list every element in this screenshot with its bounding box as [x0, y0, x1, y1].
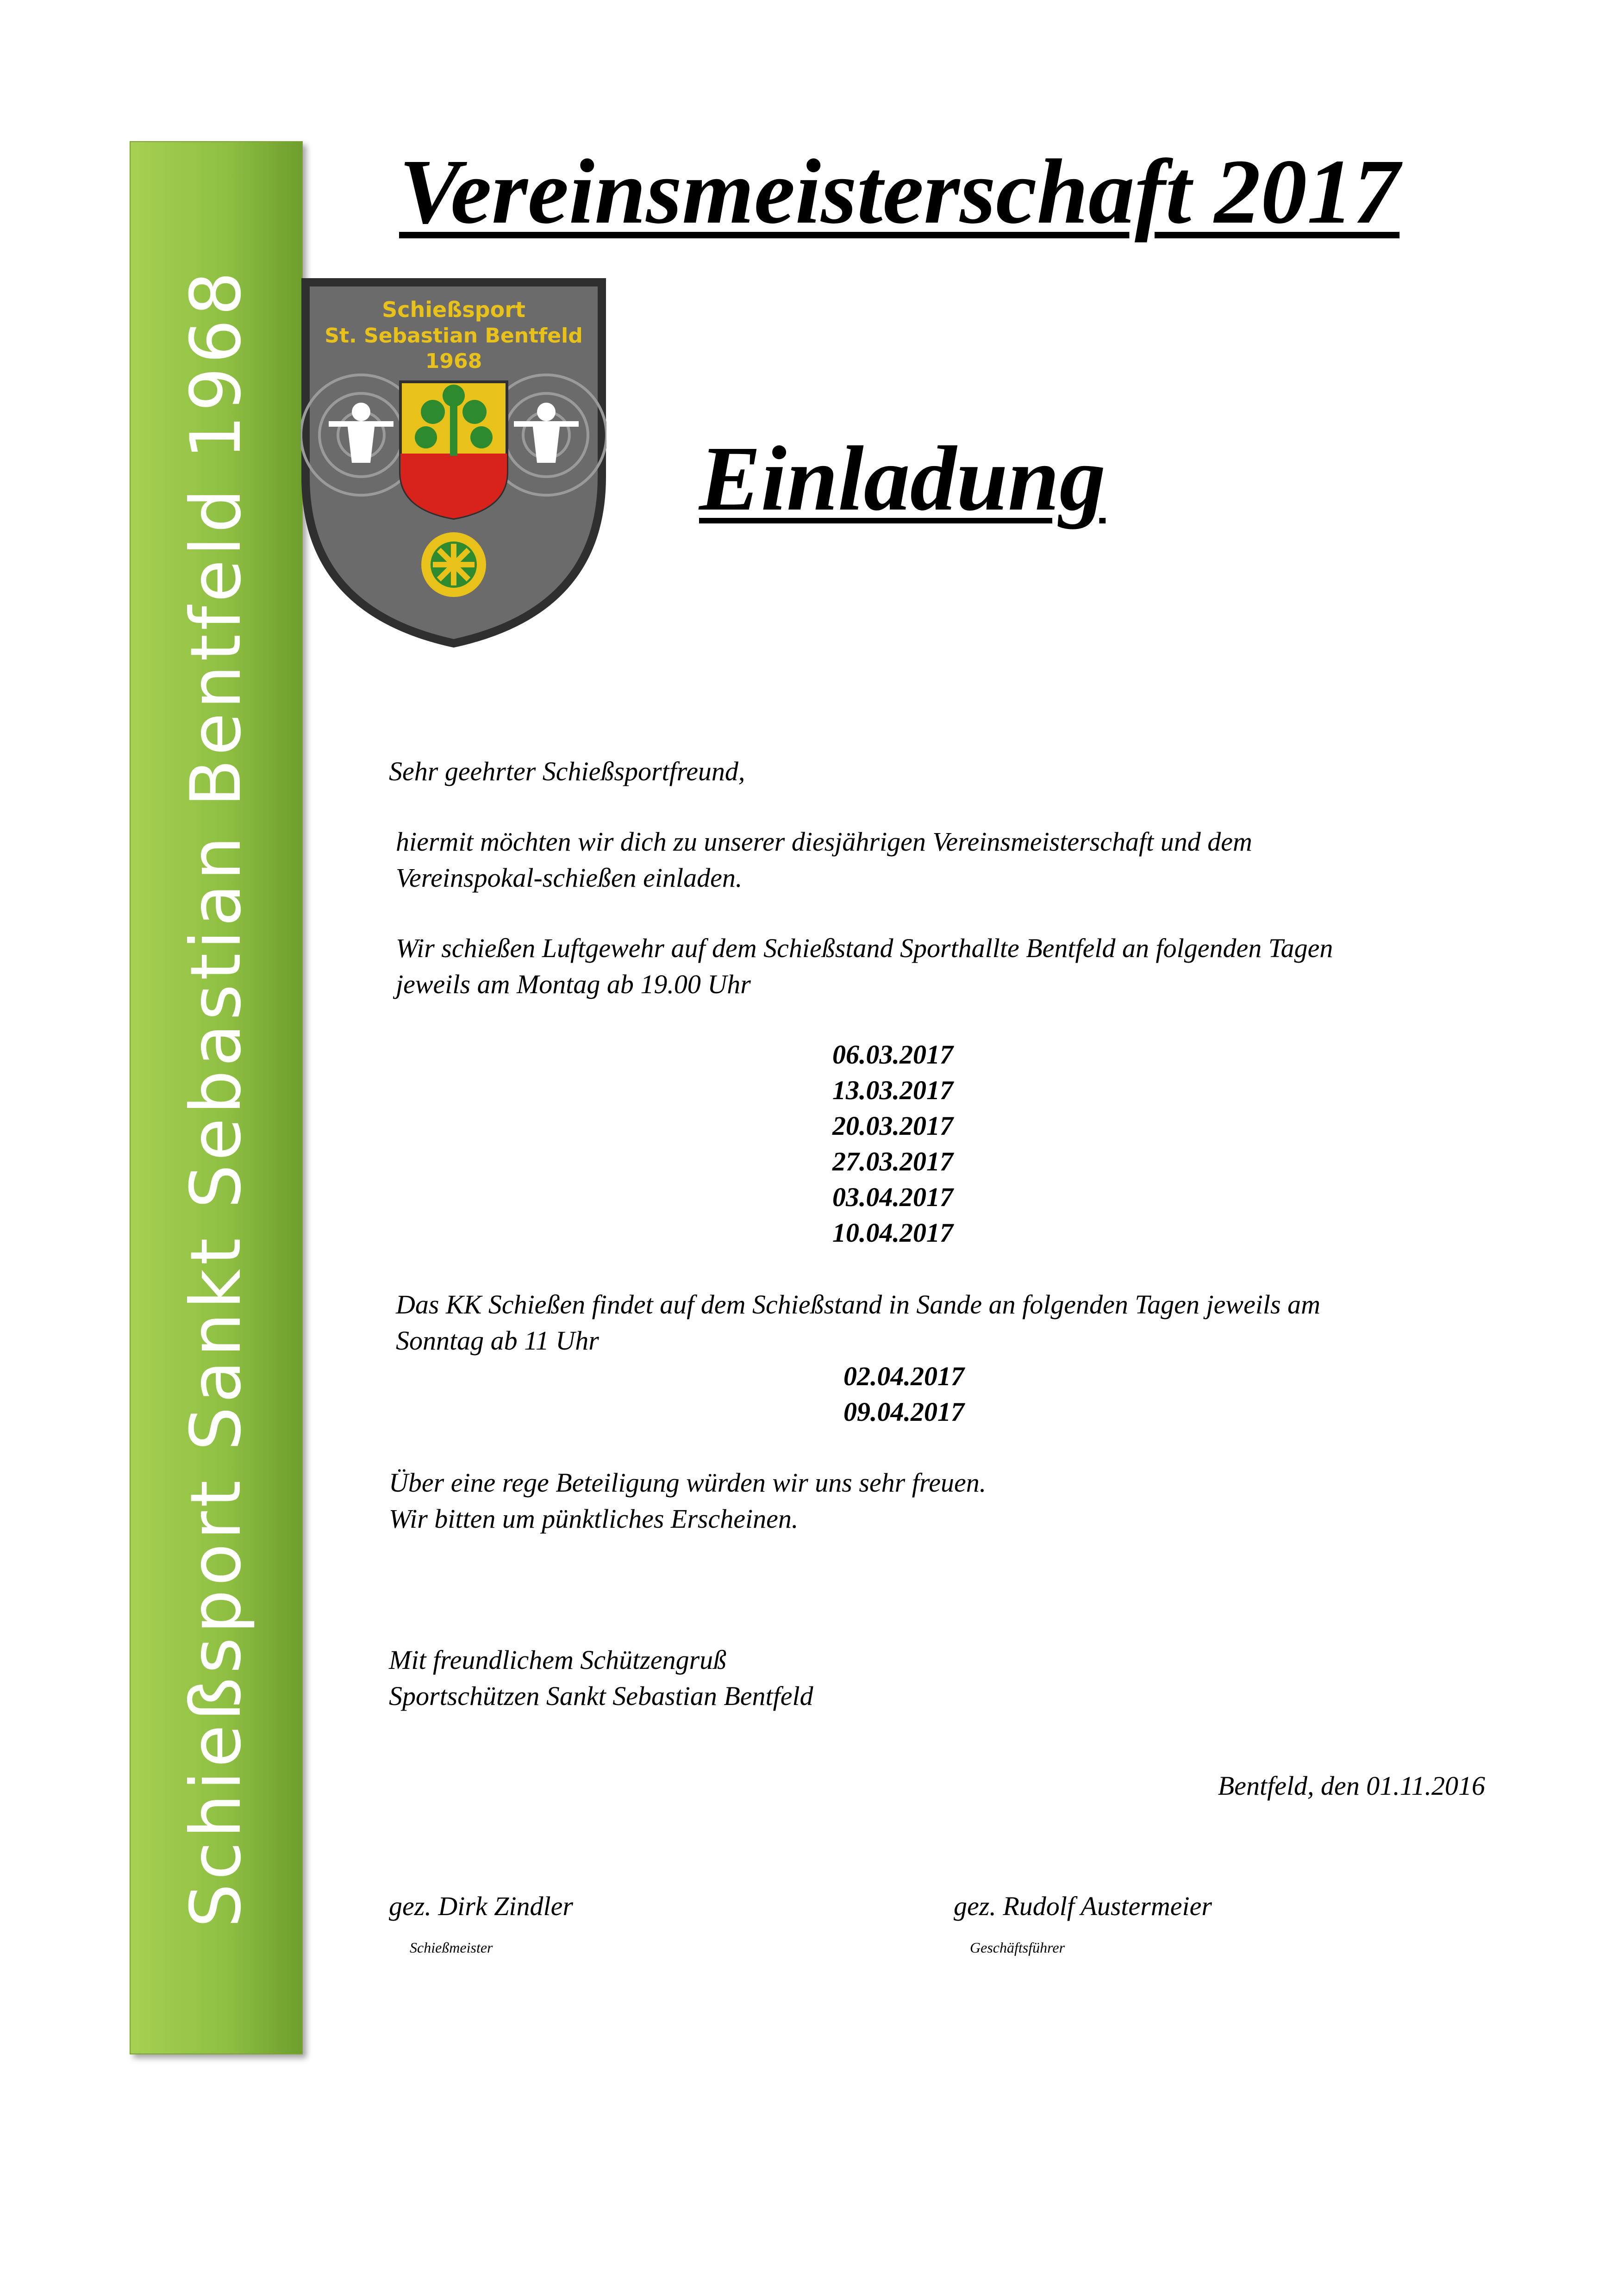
intro-line-2: Vereinspokal-schießen einladen. [396, 863, 743, 893]
place-date: Bentfeld, den 01.11.2016 [1218, 1771, 1485, 1801]
greeting: Sehr geehrter Schießsportfreund, [389, 756, 745, 786]
closing-line-2: Wir bitten um pünktliches Erscheinen. [389, 1504, 799, 1534]
airrifle-line-2: jeweils am Montag ab 19.00 Uhr [396, 969, 751, 999]
date-item: 10.04.2017 [832, 1218, 953, 1248]
crest-line-2: St. Sebastian Bentfeld [325, 324, 583, 348]
regards-line-2: Sportschützen Sankt Sebastian Bentfeld [389, 1681, 813, 1711]
date-item: 20.03.2017 [832, 1111, 953, 1141]
signature-name-1: gez. Dirk Zindler [389, 1891, 573, 1921]
airrifle-dates [832, 1037, 953, 1251]
smallbore-line-2: Sonntag ab 11 Uhr [396, 1325, 599, 1356]
smallbore-line-1: Das KK Schießen findet auf dem Schießstand in Sande an folgenden Tagen jeweils am [396, 1289, 1321, 1319]
airrifle-line-1: Wir schießen Luftgewehr auf dem Schießstand Sporthallte Bentfeld an folgenden Tagen [396, 933, 1333, 963]
date-item: 02.04.2017 [843, 1361, 964, 1391]
crest-line-3: 1968 [425, 349, 482, 373]
date-item: 09.04.2017 [843, 1397, 964, 1427]
date-item: 27.03.2017 [832, 1146, 953, 1176]
signature-role-1: Schießmeister [410, 1939, 493, 1956]
signature-name-2: gez. Rudolf Austermeier [954, 1891, 1212, 1921]
sidebar-text: Schießsport Sankt Sebastian Bentfeld 1968 [176, 268, 256, 1928]
smallbore-dates [843, 1358, 964, 1430]
regards-line-1: Mit freundlichem Schützengruß [389, 1645, 727, 1675]
sidebar-banner [130, 141, 303, 2054]
date-item: 13.03.2017 [832, 1075, 953, 1105]
closing-line-1: Über eine rege Beteiligung würden wir uns sehr freuen. [389, 1468, 987, 1498]
intro-line-1: hiermit möchten wir dich zu unserer diesjährigen Vereinsmeisterschaft und dem [396, 827, 1252, 857]
date-item: 06.03.2017 [832, 1039, 953, 1070]
club-crest-icon [301, 278, 606, 648]
crest-line-1: Schießsport [382, 297, 525, 322]
signature-role-2: Geschäftsführer [970, 1939, 1065, 1956]
date-item: 03.04.2017 [832, 1182, 953, 1212]
invitation-heading: Einladung [699, 428, 1106, 530]
page-title: Vereinsmeisterschaft 2017 [399, 141, 1400, 243]
